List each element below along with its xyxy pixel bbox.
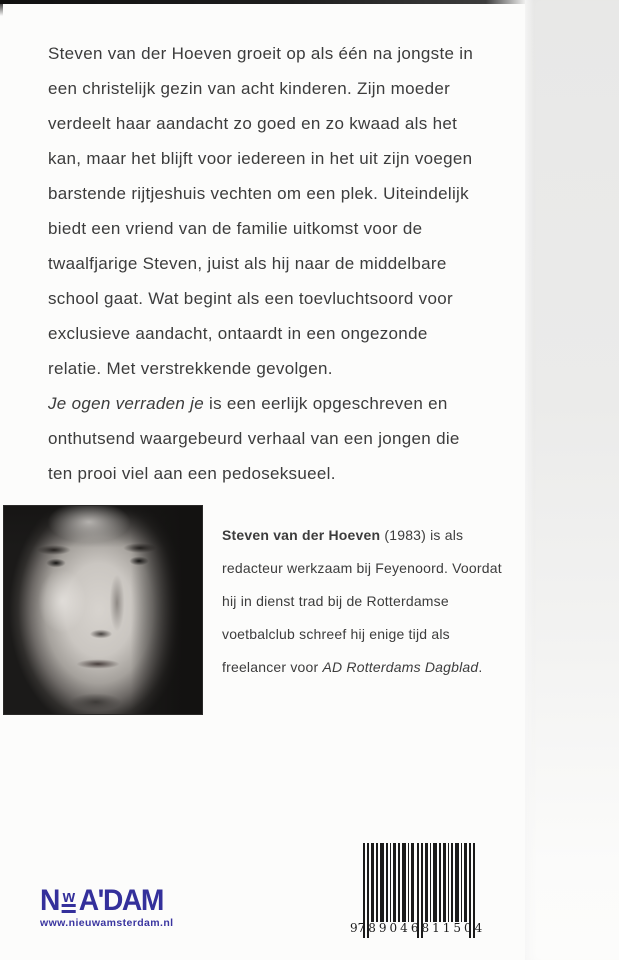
logo-letters-adam: A'DAM xyxy=(78,884,163,917)
blurb-line-rest: is een eerlijk opgeschreven en xyxy=(203,394,448,413)
logo-letter-n: N xyxy=(40,884,59,917)
isbn-first-digit: 9 xyxy=(350,921,358,935)
bio-line: redacteur werkzaam bij Feyenoord. Voordat xyxy=(222,560,502,576)
blurb-line: exclusieve aandacht, ontaardt in een ongezonde xyxy=(48,324,428,343)
blurb-line: school gaat. Wat begint als een toevluchtsoord voor xyxy=(48,289,453,308)
bio-line-end: . xyxy=(478,659,483,675)
blurb-line: barstende rijtjeshuis vechten om een plek. Uiteindelijk xyxy=(48,184,469,203)
blurb-line-with-title xyxy=(48,386,508,421)
newspaper-name-italic: AD Rotterdams Dagblad xyxy=(322,659,479,675)
isbn-group-2: 811504 xyxy=(421,921,486,935)
bio-line xyxy=(222,651,512,684)
book-title-italic: Je ogen verraden je xyxy=(48,394,204,413)
blurb-line: ten prooi viel aan een pedoseksueel. xyxy=(48,464,336,483)
author-name-bold: Steven van der Hoeven xyxy=(222,527,381,543)
blurb-line: relatie. Met verstrekkende gevolgen. xyxy=(48,359,333,378)
author-photo xyxy=(3,505,203,715)
bio-line-pre: freelancer voor xyxy=(222,659,323,675)
isbn-barcode xyxy=(350,843,486,943)
bio-line: hij in dienst trad bij de Rotterdamse xyxy=(222,593,449,609)
blurb-line: kan, maar het blijft voor iedereen in het uit zijn voegen xyxy=(48,149,473,168)
isbn-digits xyxy=(350,921,486,935)
bio-line: voetbalclub schreef hij enige tijd als xyxy=(222,626,450,642)
nieuw-amsterdam-logo xyxy=(40,884,165,917)
page-edge-shading xyxy=(525,0,619,960)
bio-line-rest: (1983) is als xyxy=(380,527,464,543)
publisher-block xyxy=(40,884,174,929)
bio-line xyxy=(222,519,512,552)
isbn-group-1: 789046 xyxy=(357,921,422,935)
blurb-line: Steven van der Hoeven groeit op als één na jongste in xyxy=(48,44,474,63)
logo-w-stack xyxy=(60,887,78,913)
blurb-line: verdeelt haar aandacht zo goed en zo kwaad als het xyxy=(48,114,458,133)
author-bio xyxy=(222,519,512,684)
blurb-line: twaalfjarige Steven, juist als hij naar de middelbare xyxy=(48,254,447,273)
back-cover-blurb xyxy=(48,36,508,491)
blurb-line: biedt een vriend van de familie uitkomst voor de xyxy=(48,219,423,238)
logo-underline-bars-icon xyxy=(62,904,76,913)
book-corner-edge xyxy=(0,0,3,16)
publisher-website: www.nieuwamsterdam.nl xyxy=(40,917,174,929)
book-top-edge xyxy=(0,0,528,4)
blurb-line: een christelijk gezin van acht kinderen. Zijn moeder xyxy=(48,79,451,98)
logo-letter-w: w xyxy=(62,887,76,906)
blurb-line: onthutsend waargebeurd verhaal van een jongen die xyxy=(48,429,460,448)
